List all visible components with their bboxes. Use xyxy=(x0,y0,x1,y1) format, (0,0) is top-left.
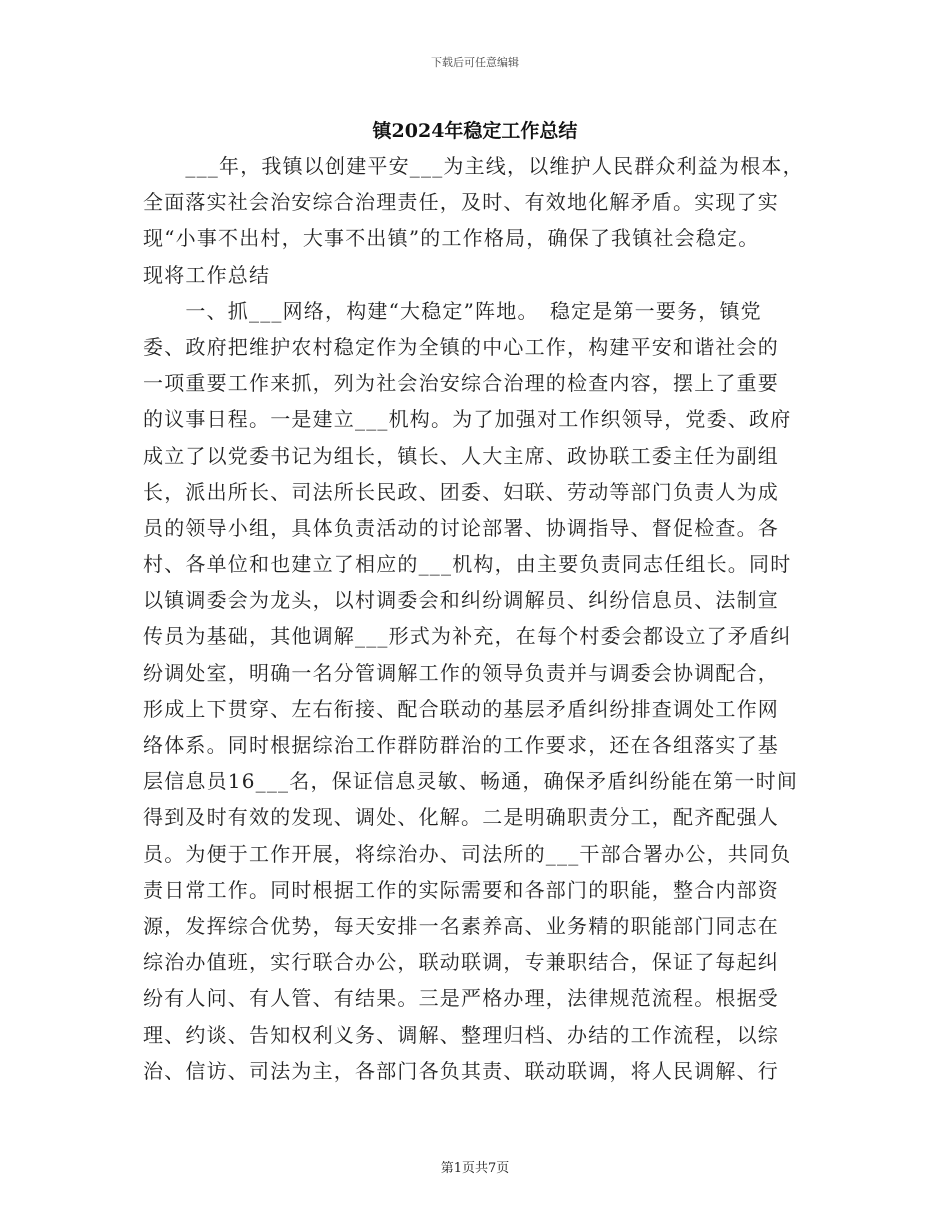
body-line: 以镇调委会为龙头，以村调委会和纠纷调解员、纠纷信息员、法制宣 xyxy=(143,588,779,613)
body-line: 层信息员16___名，保证信息灵敏、畅通，确保矛盾纠纷能在第一时间 xyxy=(143,769,799,794)
body-line: 现“小事不出村，大事不出镇”的工作格局，确保了我镇社会稳定。 xyxy=(143,226,760,251)
body-line: 一、抓___网络，构建“大稳定”阵地。 稳定是第一要务，镇党 xyxy=(143,298,762,323)
body-line: 长，派出所长、司法所长民政、团委、妇联、劳动等部门负责人为成 xyxy=(143,479,779,504)
body-line: 成立了以党委书记为组长，镇长、人大主席、政协联工委主任为副组 xyxy=(143,443,779,468)
body-line: 责日常工作。同时根据工作的实际需要和各部门的职能，整合内部资 xyxy=(143,877,779,902)
body-line: 委、政府把维护农村稳定作为全镇的中心工作，构建平安和谐社会的 xyxy=(143,334,779,359)
body-line: 络体系。同时根据综治工作群防群治的工作要求，还在各组落实了基 xyxy=(143,733,779,757)
body-line: 得到及时有效的发现、调处、化解。二是明确职责分工，配齐配强人 xyxy=(143,805,779,830)
document-title: 镇2024年稳定工作总结 xyxy=(372,120,578,142)
body-line: 综治办值班，实行联合办公，联动联调，专兼职结合，保证了每起纠 xyxy=(143,950,779,975)
body-line: 全面落实社会治安综合治理责任，及时、有效地化解矛盾。实现了实 xyxy=(143,190,779,215)
page-number: 第1页共7页 xyxy=(440,1161,510,1176)
document-body xyxy=(143,148,811,1089)
body-line: 治、信访、司法为主，各部门各负其责、联动联调，将人民调解、行 xyxy=(143,1058,779,1083)
body-line: ___年，我镇以创建平安___为主线，以维护人民群众利益为根本， xyxy=(143,154,804,178)
body-line: 形成上下贯穿、左右衔接、配合联动的基层矛盾纠纷排查调处工作网 xyxy=(143,696,779,721)
body-line: 源，发挥综合优势，每天安排一名素养高、业务精的职能部门同志在 xyxy=(143,913,779,938)
body-line: 的议事日程。一是建立___机构。为了加强对工作织领导，党委、政府 xyxy=(143,407,792,432)
body-line: 纷调处室，明确一名分管调解工作的领导负责并与调委会协调配合， xyxy=(143,660,779,685)
body-line: 现将工作总结 xyxy=(143,262,271,287)
body-line: 员。为便于工作开展，将综治办、司法所的___干部合署办公，共同负 xyxy=(143,841,792,866)
body-line: 纷有人问、有人管、有结果。三是严格办理，法律规范流程。根据受 xyxy=(143,986,779,1011)
header-note: 下载后可任意编辑 xyxy=(431,56,519,69)
body-line: 一项重要工作来抓，列为社会治安综合治理的检查内容，摆上了重要 xyxy=(143,371,779,396)
body-line: 传员为基础，其他调解___形式为补充，在每个村委会都设立了矛盾纠 xyxy=(143,624,792,649)
body-line: 理、约谈、告知权利义务、调解、整理归档、办结的工作流程，以综 xyxy=(143,1022,779,1047)
body-line: 村、各单位和也建立了相应的___机构，由主要负责同志任组长。同时 xyxy=(143,552,792,577)
body-line: 员的领导小组，具体负责活动的讨论部署、协调指导、督促检查。各 xyxy=(143,515,779,540)
